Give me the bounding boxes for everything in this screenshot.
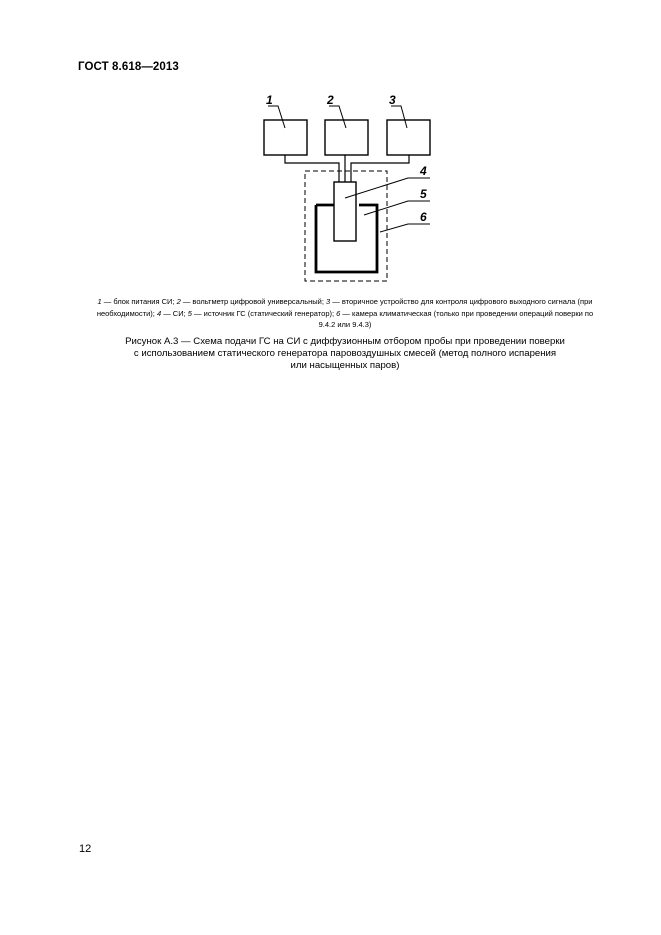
- connection-lines: [285, 155, 409, 182]
- legend-num-4: 4: [156, 308, 162, 318]
- caption-line-1: Рисунок А.3 — Схема подачи ГС на СИ с диффузионным отбором пробы при проведении поверки: [125, 336, 565, 347]
- figure-legend: [92, 296, 598, 331]
- caption-line-3: или насыщенных паров): [290, 360, 400, 372]
- legend-text-5: — источник ГС (статический генератор);: [191, 308, 337, 318]
- legend-text-2: — вольтметр цифровой универсальный;: [180, 297, 326, 306]
- scheme-diagram: [0, 0, 661, 300]
- page-number: 12: [79, 843, 92, 855]
- box-3-secondary-device: [387, 120, 430, 155]
- label-3: 3: [389, 93, 396, 107]
- legend-text-1: — блок питания СИ;: [101, 297, 177, 306]
- legend-num-6: 6: [336, 308, 341, 318]
- label-5: 5: [420, 187, 427, 201]
- legend-text-6: — камера климатическая (только при проведении операций поверки по 9.4.2 или 9.4.3): [318, 308, 594, 330]
- legend-text-3: — вторичное устройство для контроля цифрового выходного сигнала (при необходимости);: [96, 297, 593, 318]
- figure-caption: [92, 336, 598, 373]
- box-2-voltmeter: [325, 120, 368, 155]
- label-1: 1: [266, 93, 273, 107]
- device-4-measuring-instrument: [334, 182, 356, 241]
- label-4: 4: [420, 164, 427, 178]
- label-6: 6: [420, 210, 427, 224]
- box-1-power-supply: [264, 120, 307, 155]
- label-2: 2: [327, 93, 334, 107]
- legend-text-4: — СИ;: [161, 308, 188, 318]
- legend-num-1: 1: [97, 297, 102, 306]
- legend-num-2: 2: [176, 297, 181, 306]
- legend-num-5: 5: [187, 308, 192, 318]
- document-header: ГОСТ 8.618—2013: [78, 61, 179, 73]
- legend-num-3: 3: [326, 297, 331, 306]
- caption-line-2: с использованием статического генератора паровоздушных смесей (метод полного испарения: [133, 348, 557, 360]
